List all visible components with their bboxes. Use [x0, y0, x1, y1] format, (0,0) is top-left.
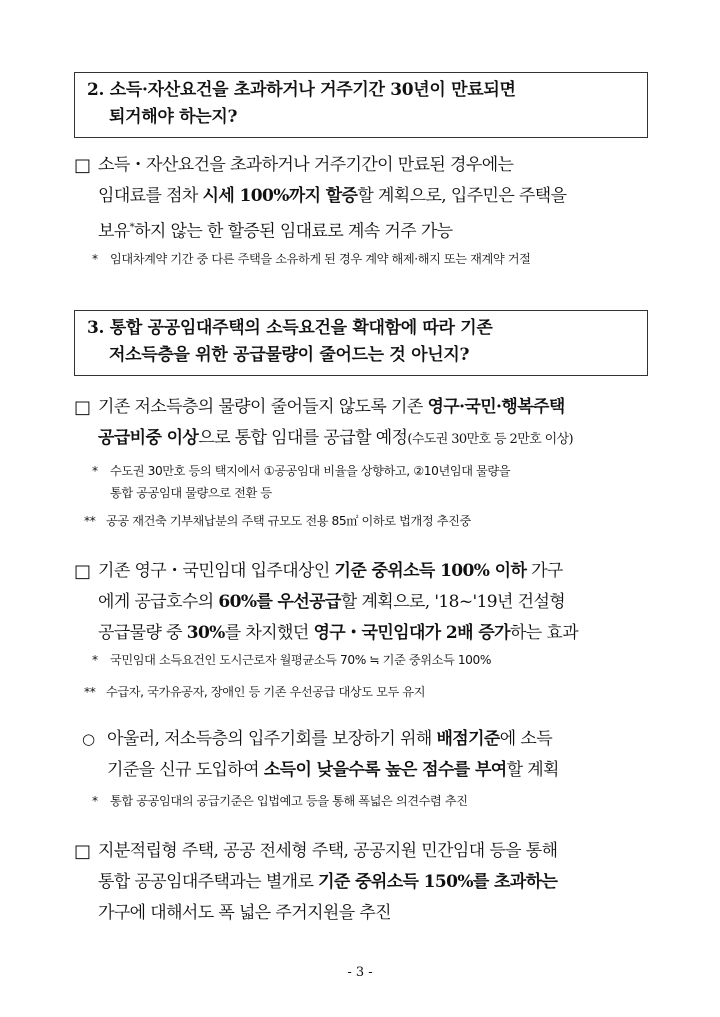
- page-number: - 3 -: [347, 965, 373, 980]
- footnote-3-1: * 수도권 30만호 등의 택지에서 ①공공임대 비율을 상향하고, ②10년임대 물량을 통합 공공임대 물량으로 전환 등: [92, 460, 692, 504]
- footnote-3-2: ** 공공 재건축 기부채납분의 주택 규모도 전용 85㎡ 이하로 법개정 추진중: [84, 510, 684, 532]
- asterisk-marker: *: [92, 252, 98, 266]
- answer-3-item-4: [74, 836, 664, 929]
- footnote-3-5: * 통합 공공임대의 공급기준은 입법예고 등을 통해 폭넓은 의견수렴 추진: [92, 790, 692, 812]
- footnote-2-1: * 임대차계약 기간 중 다른 주택을 소유하게 된 경우 계약 해제·해지 또는 재계약 거절: [92, 248, 692, 270]
- question-box-2: [74, 72, 648, 138]
- answer-3-4-line-1: 지분적립형 주택, 공공 전세형 주택, 공공지원 민간임대 등을 통해: [98, 841, 558, 861]
- checkbox-bullet-icon: □: [74, 561, 91, 582]
- double-asterisk-marker: **: [84, 514, 96, 528]
- answer-3-item-1: [74, 392, 664, 455]
- checkbox-bullet-icon: □: [74, 841, 91, 862]
- circle-bullet-icon: ○: [82, 730, 95, 748]
- answer-2-line-1: 소득・자산요건을 초과하거나 거주기간이 만료된 경우에는: [98, 155, 514, 175]
- answer-3-3-line-1: 아울러, 저소득층의 입주기회를 보장하기 위해 배점기준에 소득: [107, 729, 553, 749]
- asterisk-marker: *: [92, 464, 98, 478]
- answer-3-item-2: [74, 556, 664, 649]
- answer-3-2-line-3: 공급물량 중 30%를 차지했던 영구・국민임대가 2배 증가하는 효과: [98, 623, 579, 643]
- answer-3-item-3: [82, 724, 672, 786]
- double-asterisk-marker: **: [84, 685, 96, 699]
- answer-3-3-line-2: 기준을 신규 도입하여 소득이 낮을수록 높은 점수를 부여할 계획: [107, 760, 559, 780]
- answer-2-line-3: 보유*하지 않는 한 할증된 임대료로 계속 거주 가능: [98, 221, 453, 242]
- answer-3-4-line-2: 통합 공공임대주택과는 별개로 기준 중위소득 150%를 초과하는: [98, 872, 558, 892]
- footnote-3-4: ** 수급자, 국가유공자, 장애인 등 기존 우선공급 대상도 모두 유지: [84, 681, 684, 703]
- answer-3-2-line-1: 기존 영구・국민임대 입주대상인 기준 중위소득 100% 이하 가구: [98, 561, 563, 581]
- question-2-line-1: 2. 소득·자산요건을 초과하거나 거주기간 30년이 만료되면: [87, 80, 516, 100]
- checkbox-bullet-icon: □: [74, 155, 91, 176]
- answer-2-line-2: 임대료를 점차 시세 100%까지 할증할 계획으로, 입주민은 주택을: [98, 186, 567, 206]
- answer-3-1-line-2: 공급비중 이상으로 통합 임대를 공급할 예정(수도권 30만호 등 2만호 이상): [98, 428, 574, 448]
- checkbox-bullet-icon: □: [74, 397, 91, 418]
- question-3-line-1: 3. 통합 공공임대주택의 소득요건을 확대함에 따라 기존: [87, 318, 493, 338]
- answer-2-item-1: [74, 150, 664, 248]
- question-3-line-2: 저소득층을 위한 공급물량이 줄어드는 것 아닌지?: [109, 345, 470, 365]
- question-box-3: [74, 310, 648, 376]
- asterisk-marker: *: [92, 794, 98, 808]
- answer-3-2-line-2: 에게 공급호수의 60%를 우선공급할 계획으로, '18~'19년 건설형: [98, 592, 566, 612]
- question-2-line-2: 퇴거해야 하는지?: [109, 107, 238, 127]
- footnote-3-3: * 국민임대 소득요건인 도시근로자 월평균소득 70% ≒ 기준 중위소득 100%: [92, 649, 692, 671]
- asterisk-marker: *: [92, 653, 98, 667]
- answer-3-1-line-1: 기존 저소득층의 물량이 줄어들지 않도록 기존 영구·국민·행복주택: [98, 397, 565, 417]
- answer-3-4-line-3: 가구에 대해서도 폭 넓은 주거지원을 추진: [98, 903, 391, 923]
